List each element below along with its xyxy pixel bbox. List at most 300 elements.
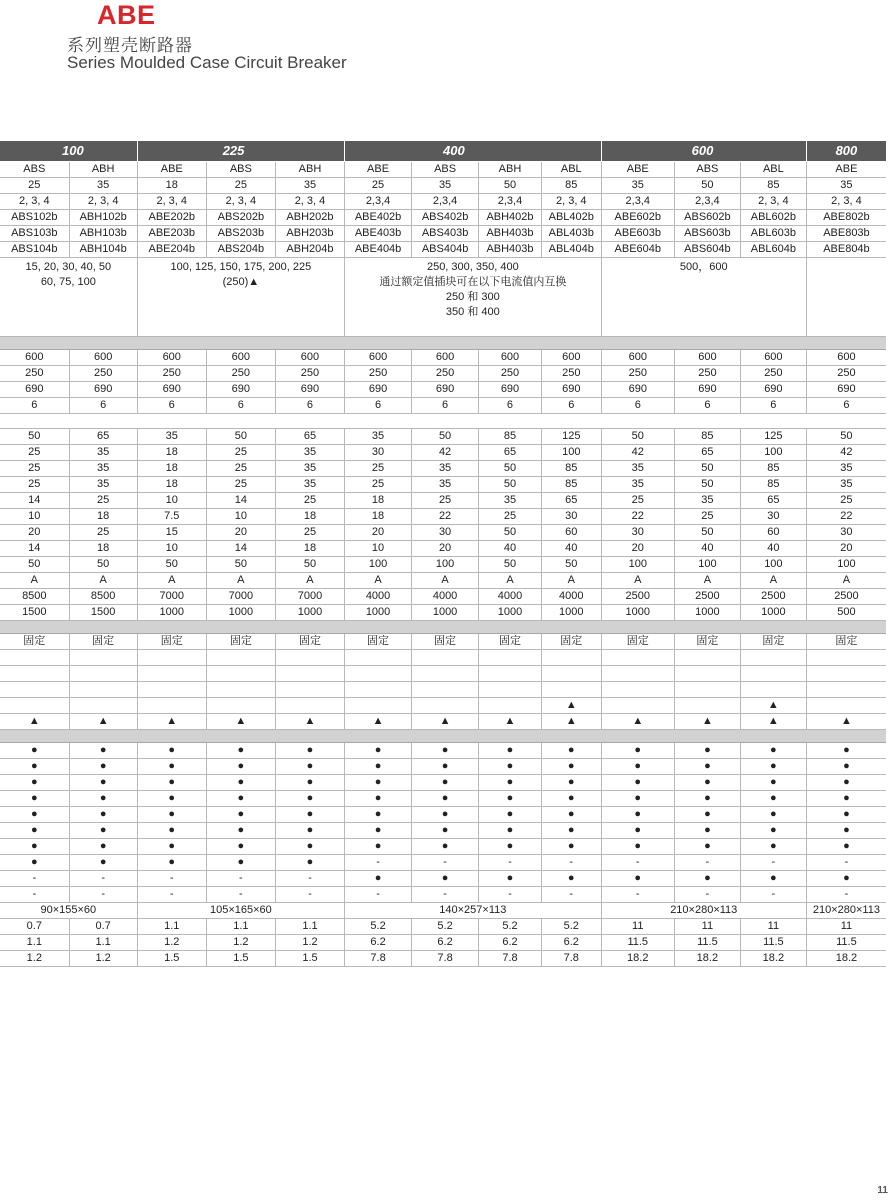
table-cell: 35 — [275, 445, 344, 461]
table-cell: ● — [345, 791, 412, 807]
table-cell: 35 — [275, 477, 344, 493]
table-cell: 250 — [206, 366, 275, 382]
table-cell: 50 — [479, 557, 542, 573]
table-cell: 50 — [479, 525, 542, 541]
table-cell: 690 — [479, 382, 542, 398]
table-cell: 85 — [541, 178, 601, 194]
table-cell: 11.5 — [601, 935, 674, 951]
table-cell: - — [412, 855, 479, 871]
table-cell: ABH103b — [69, 226, 137, 242]
table-cell: 25 — [806, 493, 886, 509]
table-cell: 600 — [806, 350, 886, 366]
table-cell: 30 — [412, 525, 479, 541]
table-cell: ABS104b — [0, 242, 69, 258]
table-cell: 6 — [601, 398, 674, 414]
table-cell: 固定 — [137, 634, 206, 650]
row-mounting-fixed — [0, 634, 886, 650]
table-cell: ● — [69, 743, 137, 759]
table-cell: ABS — [412, 162, 479, 178]
table-cell: 11 — [806, 919, 886, 935]
rating-line: 100, 125, 150, 175, 200, 225 — [170, 261, 312, 273]
row-s4-5 — [0, 823, 886, 839]
table-cell: 1.2 — [137, 935, 206, 951]
table-cell: 7.8 — [479, 951, 542, 967]
table-cell: 固定 — [0, 634, 69, 650]
table-cell: 35 — [69, 477, 137, 493]
table-cell: 6 — [137, 398, 206, 414]
table-cell: 固定 — [412, 634, 479, 650]
table-cell: 11.5 — [806, 935, 886, 951]
table-cell: 11 — [740, 919, 806, 935]
frame-400-header: 400 — [345, 141, 602, 162]
table-cell: 105×165×60 — [137, 903, 344, 919]
table-cell: ● — [806, 791, 886, 807]
frame-100-header: 100 — [0, 141, 137, 162]
table-cell: 50 — [0, 557, 69, 573]
table-cell — [541, 682, 601, 698]
table-cell: 690 — [275, 382, 344, 398]
row-poles — [0, 194, 886, 210]
table-cell — [806, 666, 886, 682]
row-s3-0 — [0, 650, 886, 666]
table-cell — [0, 666, 69, 682]
table-cell — [275, 682, 344, 698]
table-cell: ● — [541, 823, 601, 839]
table-cell: ABE603b — [601, 226, 674, 242]
table-cell: ● — [69, 823, 137, 839]
table-cell: 18 — [69, 541, 137, 557]
table-cell: 6 — [479, 398, 542, 414]
table-cell: 1000 — [206, 605, 275, 621]
table-cell: ABE404b — [345, 242, 412, 258]
table-cell: ABL602b — [740, 210, 806, 226]
table-cell: 42 — [601, 445, 674, 461]
row-s1-2 — [0, 382, 886, 398]
table-cell: - — [674, 887, 740, 903]
row-model-4p — [0, 242, 886, 258]
table-cell: 65 — [69, 429, 137, 445]
table-cell: 50 — [137, 557, 206, 573]
table-cell: ▲ — [412, 714, 479, 730]
table-cell: ABS403b — [412, 226, 479, 242]
table-cell: - — [601, 855, 674, 871]
table-cell — [0, 682, 69, 698]
table-cell: 25 — [345, 477, 412, 493]
table-cell: ABE402b — [345, 210, 412, 226]
table-cell — [206, 698, 275, 714]
table-cell: ● — [275, 743, 344, 759]
table-cell: ABL402b — [541, 210, 601, 226]
table-cell: 600 — [412, 350, 479, 366]
table-cell: 20 — [0, 525, 69, 541]
table-cell: 6 — [806, 398, 886, 414]
table-cell: ABE802b — [806, 210, 886, 226]
table-cell: 2,3,4 — [345, 194, 412, 210]
table-cell: ● — [345, 823, 412, 839]
row-rated-current — [0, 258, 886, 337]
table-cell: 固定 — [479, 634, 542, 650]
table-cell: ● — [806, 743, 886, 759]
table-cell: ABE804b — [806, 242, 886, 258]
table-cell: ABH203b — [275, 226, 344, 242]
table-cell: 1.2 — [0, 951, 69, 967]
table-cell: ▲ — [541, 714, 601, 730]
table-cell: ▲ — [0, 714, 69, 730]
table-cell: ● — [412, 807, 479, 823]
table-cell: 25 — [479, 509, 542, 525]
table-cell: 18.2 — [740, 951, 806, 967]
table-cell: 35 — [601, 178, 674, 194]
table-cell: 250 — [674, 366, 740, 382]
row-s3-4 — [0, 714, 886, 730]
table-cell: 85 — [740, 461, 806, 477]
frame-800-header: 800 — [806, 141, 886, 162]
table-cell: ● — [740, 871, 806, 887]
table-cell: 30 — [601, 525, 674, 541]
table-cell: 1.5 — [275, 951, 344, 967]
table-cell: 210×280×113 — [601, 903, 806, 919]
table-cell: 50 — [412, 429, 479, 445]
table-cell: ● — [206, 743, 275, 759]
table-cell: A — [412, 573, 479, 589]
table-cell — [275, 666, 344, 682]
table-cell: 85 — [479, 429, 542, 445]
table-cell: 35 — [69, 461, 137, 477]
table-cell: 100 — [806, 557, 886, 573]
table-cell: ● — [412, 775, 479, 791]
table-cell: 250 — [0, 366, 69, 382]
table-cell: 18 — [69, 509, 137, 525]
table-cell — [137, 650, 206, 666]
table-cell: ABE — [806, 162, 886, 178]
table-cell — [0, 698, 69, 714]
table-cell: 600 — [601, 350, 674, 366]
table-cell: A — [541, 573, 601, 589]
row-s5-2 — [0, 951, 886, 967]
table-cell: 25 — [0, 477, 69, 493]
table-cell: 2, 3, 4 — [740, 194, 806, 210]
table-cell: 600 — [345, 350, 412, 366]
table-cell: ABE803b — [806, 226, 886, 242]
table-cell: - — [479, 855, 542, 871]
table-cell: ● — [412, 759, 479, 775]
table-cell: ● — [674, 791, 740, 807]
table-cell — [412, 650, 479, 666]
table-cell: 25 — [69, 525, 137, 541]
row-s2-11 — [0, 605, 886, 621]
table-cell: ● — [479, 839, 542, 855]
table-cell: 250 — [345, 366, 412, 382]
table-cell: ABE — [345, 162, 412, 178]
table-cell: ▲ — [137, 714, 206, 730]
table-cell: 42 — [806, 445, 886, 461]
table-cell: ABS — [206, 162, 275, 178]
table-cell: ● — [541, 839, 601, 855]
table-cell: ● — [740, 775, 806, 791]
table-cell: 25 — [601, 493, 674, 509]
table-cell: ABH202b — [275, 210, 344, 226]
table-cell: ABS203b — [206, 226, 275, 242]
table-cell: ● — [601, 759, 674, 775]
table-cell: ● — [137, 855, 206, 871]
spec-table — [0, 141, 886, 967]
frame-header-row — [0, 141, 886, 162]
table-cell: ● — [412, 839, 479, 855]
table-cell: ● — [541, 743, 601, 759]
table-cell: ● — [137, 791, 206, 807]
table-cell: ● — [674, 775, 740, 791]
table-cell: 25 — [412, 493, 479, 509]
frame-600-header: 600 — [601, 141, 806, 162]
frame-225-header: 225 — [137, 141, 344, 162]
table-cell: 2,3,4 — [674, 194, 740, 210]
rating-line: 15, 20, 30, 40, 50 — [25, 261, 112, 273]
table-cell: 2500 — [674, 589, 740, 605]
table-cell: ▲ — [674, 714, 740, 730]
table-cell: 1.2 — [69, 951, 137, 967]
row-s2-2 — [0, 461, 886, 477]
table-cell: ● — [674, 871, 740, 887]
table-cell: 1.2 — [275, 935, 344, 951]
table-cell: ● — [0, 775, 69, 791]
table-cell: - — [479, 887, 542, 903]
table-cell: ● — [601, 791, 674, 807]
table-cell: 35 — [412, 178, 479, 194]
table-cell: 35 — [137, 429, 206, 445]
table-cell — [674, 650, 740, 666]
table-cell: ● — [0, 823, 69, 839]
table-cell: ● — [206, 807, 275, 823]
table-cell: 60 — [740, 525, 806, 541]
table-cell: 1000 — [137, 605, 206, 621]
table-cell: ● — [206, 759, 275, 775]
table-cell — [0, 650, 69, 666]
table-cell — [69, 682, 137, 698]
rating-line: 250, 300, 350, 400 — [426, 261, 519, 273]
table-cell: 125 — [541, 429, 601, 445]
table-cell — [806, 650, 886, 666]
table-cell: ABE203b — [137, 226, 206, 242]
table-cell: ABH402b — [479, 210, 542, 226]
table-cell: ● — [206, 823, 275, 839]
table-cell: 25 — [206, 445, 275, 461]
table-cell: 22 — [806, 509, 886, 525]
table-cell: 250 — [601, 366, 674, 382]
table-cell: ● — [740, 743, 806, 759]
table-cell: 60 — [541, 525, 601, 541]
table-cell: 6 — [674, 398, 740, 414]
table-cell: ● — [412, 823, 479, 839]
row-s3-3 — [0, 698, 886, 714]
table-cell: 25 — [275, 525, 344, 541]
table-cell: ABH102b — [69, 210, 137, 226]
table-cell: ABS603b — [674, 226, 740, 242]
table-cell: - — [0, 871, 69, 887]
table-cell: ● — [137, 839, 206, 855]
table-cell: ABE202b — [137, 210, 206, 226]
table-cell — [206, 666, 275, 682]
table-cell: ● — [479, 823, 542, 839]
row-type — [0, 162, 886, 178]
table-cell: - — [740, 887, 806, 903]
table-cell: 6.2 — [479, 935, 542, 951]
table-cell — [479, 698, 542, 714]
table-cell: ● — [806, 759, 886, 775]
table-cell — [740, 682, 806, 698]
table-cell: ● — [275, 823, 344, 839]
table-cell: - — [601, 887, 674, 903]
row-icu — [0, 178, 886, 194]
table-cell: 250 — [740, 366, 806, 382]
table-cell: ● — [806, 871, 886, 887]
table-cell: 500 — [806, 605, 886, 621]
table-cell — [345, 258, 602, 337]
page-number: 11 — [877, 1185, 888, 1196]
table-cell: ● — [740, 791, 806, 807]
table-cell: - — [275, 887, 344, 903]
table-cell: 600 — [0, 350, 69, 366]
table-cell: ▲ — [601, 714, 674, 730]
table-cell: ABH403b — [479, 242, 542, 258]
table-cell: 85 — [541, 477, 601, 493]
table-cell: 2, 3, 4 — [69, 194, 137, 210]
table-cell: ABS204b — [206, 242, 275, 258]
table-cell: 100 — [345, 557, 412, 573]
table-cell: ● — [69, 775, 137, 791]
table-cell: 210×280×113 — [806, 903, 886, 919]
table-cell: A — [275, 573, 344, 589]
table-cell: ● — [601, 743, 674, 759]
table-cell — [0, 258, 137, 337]
row-s2-6 — [0, 525, 886, 541]
table-cell: ● — [541, 775, 601, 791]
table-cell: 30 — [345, 445, 412, 461]
table-cell: 2500 — [601, 589, 674, 605]
table-cell: 1500 — [0, 605, 69, 621]
table-cell: - — [137, 887, 206, 903]
table-cell: - — [541, 855, 601, 871]
table-cell: ● — [674, 823, 740, 839]
table-cell: ● — [345, 871, 412, 887]
table-cell: - — [806, 887, 886, 903]
table-cell: 1000 — [674, 605, 740, 621]
table-cell: ● — [541, 807, 601, 823]
table-cell: 18 — [275, 509, 344, 525]
row-s1-3 — [0, 398, 886, 414]
table-cell: 1.5 — [137, 951, 206, 967]
table-cell: 65 — [479, 445, 542, 461]
table-cell: 1.1 — [0, 935, 69, 951]
table-cell: 42 — [412, 445, 479, 461]
table-cell: ● — [541, 759, 601, 775]
table-cell: 65 — [275, 429, 344, 445]
table-cell — [674, 682, 740, 698]
table-cell: - — [345, 887, 412, 903]
table-cell: 85 — [674, 429, 740, 445]
table-cell: 30 — [740, 509, 806, 525]
row-s2-3 — [0, 477, 886, 493]
table-cell: ● — [806, 775, 886, 791]
table-cell: ▲ — [69, 714, 137, 730]
table-cell: 固定 — [69, 634, 137, 650]
table-cell — [601, 698, 674, 714]
table-cell — [275, 698, 344, 714]
table-cell: 25 — [206, 477, 275, 493]
table-cell: 600 — [137, 350, 206, 366]
table-cell: 2,3,4 — [479, 194, 542, 210]
table-cell: 14 — [206, 541, 275, 557]
table-cell: 25 — [206, 461, 275, 477]
table-cell: A — [740, 573, 806, 589]
table-cell: 1.5 — [206, 951, 275, 967]
table-cell: 1000 — [345, 605, 412, 621]
table-cell: 5.2 — [479, 919, 542, 935]
table-cell: 600 — [275, 350, 344, 366]
table-cell: 600 — [740, 350, 806, 366]
table-cell: 35 — [69, 445, 137, 461]
table-cell: 5.2 — [345, 919, 412, 935]
table-cell: 10 — [137, 493, 206, 509]
table-cell: ● — [740, 839, 806, 855]
table-cell: ABE403b — [345, 226, 412, 242]
table-cell: 50 — [206, 557, 275, 573]
row-s4-3 — [0, 791, 886, 807]
table-cell — [69, 666, 137, 682]
table-cell: 90×155×60 — [0, 903, 137, 919]
table-cell: 10 — [0, 509, 69, 525]
table-cell: - — [206, 887, 275, 903]
section-band-2 — [0, 621, 886, 634]
table-cell: ▲ — [479, 714, 542, 730]
table-cell: 22 — [412, 509, 479, 525]
table-cell: ● — [740, 807, 806, 823]
table-cell: ● — [674, 839, 740, 855]
table-cell: 35 — [479, 493, 542, 509]
table-cell: 固定 — [206, 634, 275, 650]
table-cell: ● — [69, 759, 137, 775]
table-cell: 8500 — [69, 589, 137, 605]
table-cell — [345, 698, 412, 714]
table-cell: 固定 — [740, 634, 806, 650]
table-cell: 14 — [206, 493, 275, 509]
table-cell: 4000 — [541, 589, 601, 605]
table-cell: 600 — [206, 350, 275, 366]
table-cell: 0.7 — [0, 919, 69, 935]
table-cell: 1000 — [412, 605, 479, 621]
table-cell — [601, 666, 674, 682]
table-cell: 65 — [541, 493, 601, 509]
table-cell: 20 — [206, 525, 275, 541]
table-cell — [806, 682, 886, 698]
table-cell: ● — [412, 871, 479, 887]
table-cell: ● — [541, 791, 601, 807]
table-cell: ● — [601, 839, 674, 855]
rating-line: 通过额定值插块可在以下电流值内互换 — [379, 276, 567, 288]
table-cell: 4000 — [412, 589, 479, 605]
table-cell: - — [806, 855, 886, 871]
table-cell: 50 — [69, 557, 137, 573]
table-cell: 50 — [479, 178, 542, 194]
table-cell: 2, 3, 4 — [137, 194, 206, 210]
row-s2-8 — [0, 557, 886, 573]
table-cell: - — [541, 887, 601, 903]
table-cell: 2, 3, 4 — [541, 194, 601, 210]
table-cell: 1.1 — [275, 919, 344, 935]
table-cell: ● — [275, 759, 344, 775]
table-cell: ● — [137, 743, 206, 759]
table-cell: ● — [0, 791, 69, 807]
table-cell: ● — [345, 807, 412, 823]
